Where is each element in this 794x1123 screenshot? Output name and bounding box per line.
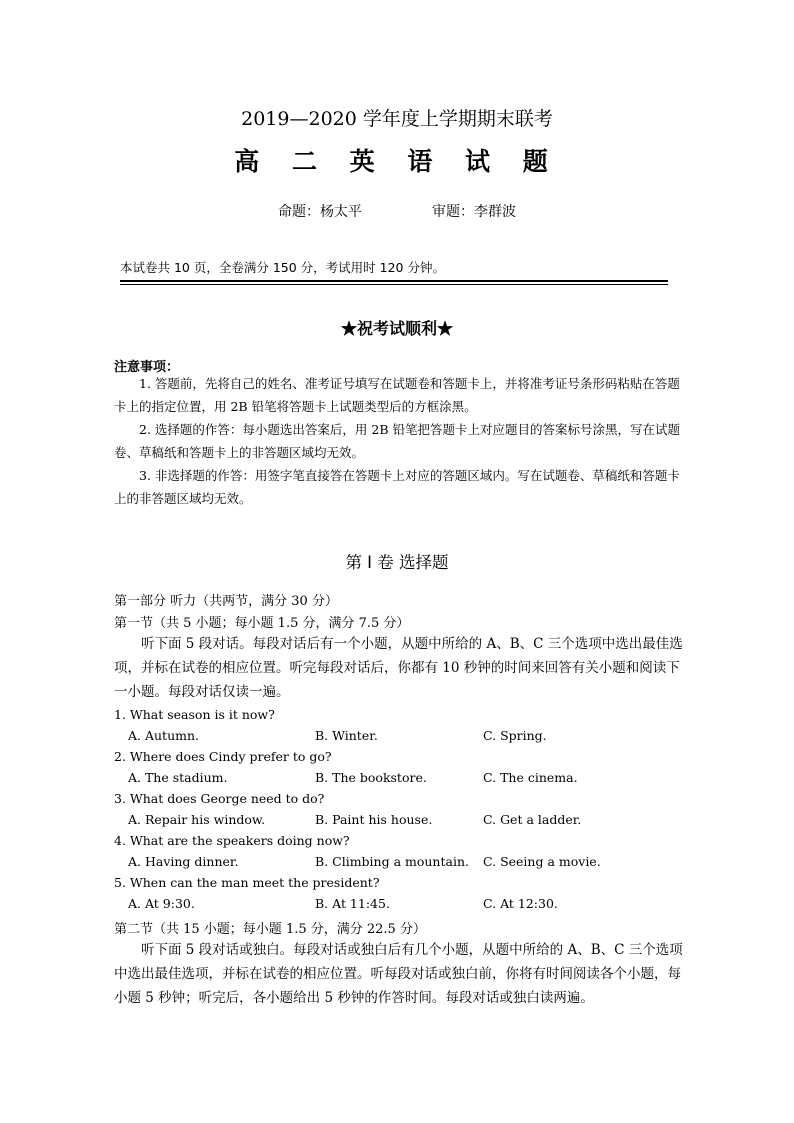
exam-notice: 本试卷共 10 页，全卷满分 150 分，考试用时 120 分钟。 [120,260,445,275]
question-4: 4. What are the speakers doing now? [114,833,350,848]
exam-title: 2019—2020 学年度上学期期末联考 [241,108,553,130]
subject-title: 高 二 英 语 试 题 [234,147,560,176]
section-title: 第 Ⅰ 卷 选择题 [345,553,449,572]
sec2-heading: 第二节（共 15 小题；每小题 1.5 分，满分 22.5 分） [114,922,426,937]
question-2: 2. Where does Cindy prefer to go? [114,749,332,764]
author-label: 命题：杨太平 [278,204,362,220]
question-1: 1. What season is it now? [114,707,275,722]
question-5: 5. When can the man meet the president? [114,875,380,890]
sec2-instructions: 听下面 5 段对话或独白。每段对话或独白后有几个小题，从题中所给的 A、B、C 三个选项中选出最佳选项，并标在试卷的相应位置。听每段对话或独白前，你将有时间阅读各个小题，每小题 5 秒钟；听完后，各小题给出 5 秒钟的作答时间。每段对话或独白读两遍。 [114,942,683,1006]
option-c: C. Spring. [483,728,547,743]
option-a: A. The stadium. [128,770,228,785]
option-c: C. Seeing a movie. [483,854,601,869]
question-3: 3. What does George need to do? [114,791,325,806]
note-item: 3. 非选择题的作答：用签字笔直接答在答题卡上对应的答题区域内。写在试题卷、草稿纸和答题卡上的非答题区域均无效。 [114,468,680,506]
sec1-instructions: 听下面 5 段对话。每段对话后有一个小题，从题中所给的 A、B、C 三个选项中选出最佳选项，并标在试卷的相应位置。听完每段对话后，你都有 10 秒钟的时间来回答有关小题和阅读下一小题。每段对话仅读一遍。 [114,636,683,700]
authors-line [0,201,794,221]
notes-list [114,372,684,510]
option-c: C. Get a ladder. [483,812,582,827]
divider-thin [120,284,668,285]
option-b: B. At 11:45. [315,896,390,911]
option-b: B. The bookstore. [315,770,427,785]
notes-heading: 注意事项： [114,360,180,375]
option-c: C. The cinema. [483,770,578,785]
note-item: 1. 答题前，先将自己的姓名、准考证号填写在试题卷和答题卡上，并将准考证号条形码粘贴在答题卡上的指定位置，用 2B 铅笔将答题卡上试题类型后的方框涂黑。 [114,376,680,414]
good-luck-banner: ★祝考试顺利★ [340,319,453,338]
option-c: C. At 12:30. [483,896,558,911]
option-b: B. Winter. [315,728,378,743]
option-a: A. Autumn. [128,728,200,743]
option-a: A. Repair his window. [128,812,266,827]
sec1-heading: 第一节（共 5 小题；每小题 1.5 分，满分 7.5 分） [114,616,410,631]
option-b: B. Paint his house. [315,812,433,827]
option-a: A. At 9:30. [128,896,195,911]
option-b: B. Climbing a mountain. [315,854,469,869]
option-a: A. Having dinner. [128,854,239,869]
part-heading: 第一部分 听力（共两节，满分 30 分） [114,594,338,609]
note-item: 2. 选择题的作答：每小题选出答案后，用 2B 铅笔把答题卡上对应题目的答案标号涂黑，写在试题卷、草稿纸和答题卡上的非答题区域均无效。 [114,422,680,460]
reviewer-label: 审题：李群波 [432,204,516,220]
divider-thick [120,280,668,282]
